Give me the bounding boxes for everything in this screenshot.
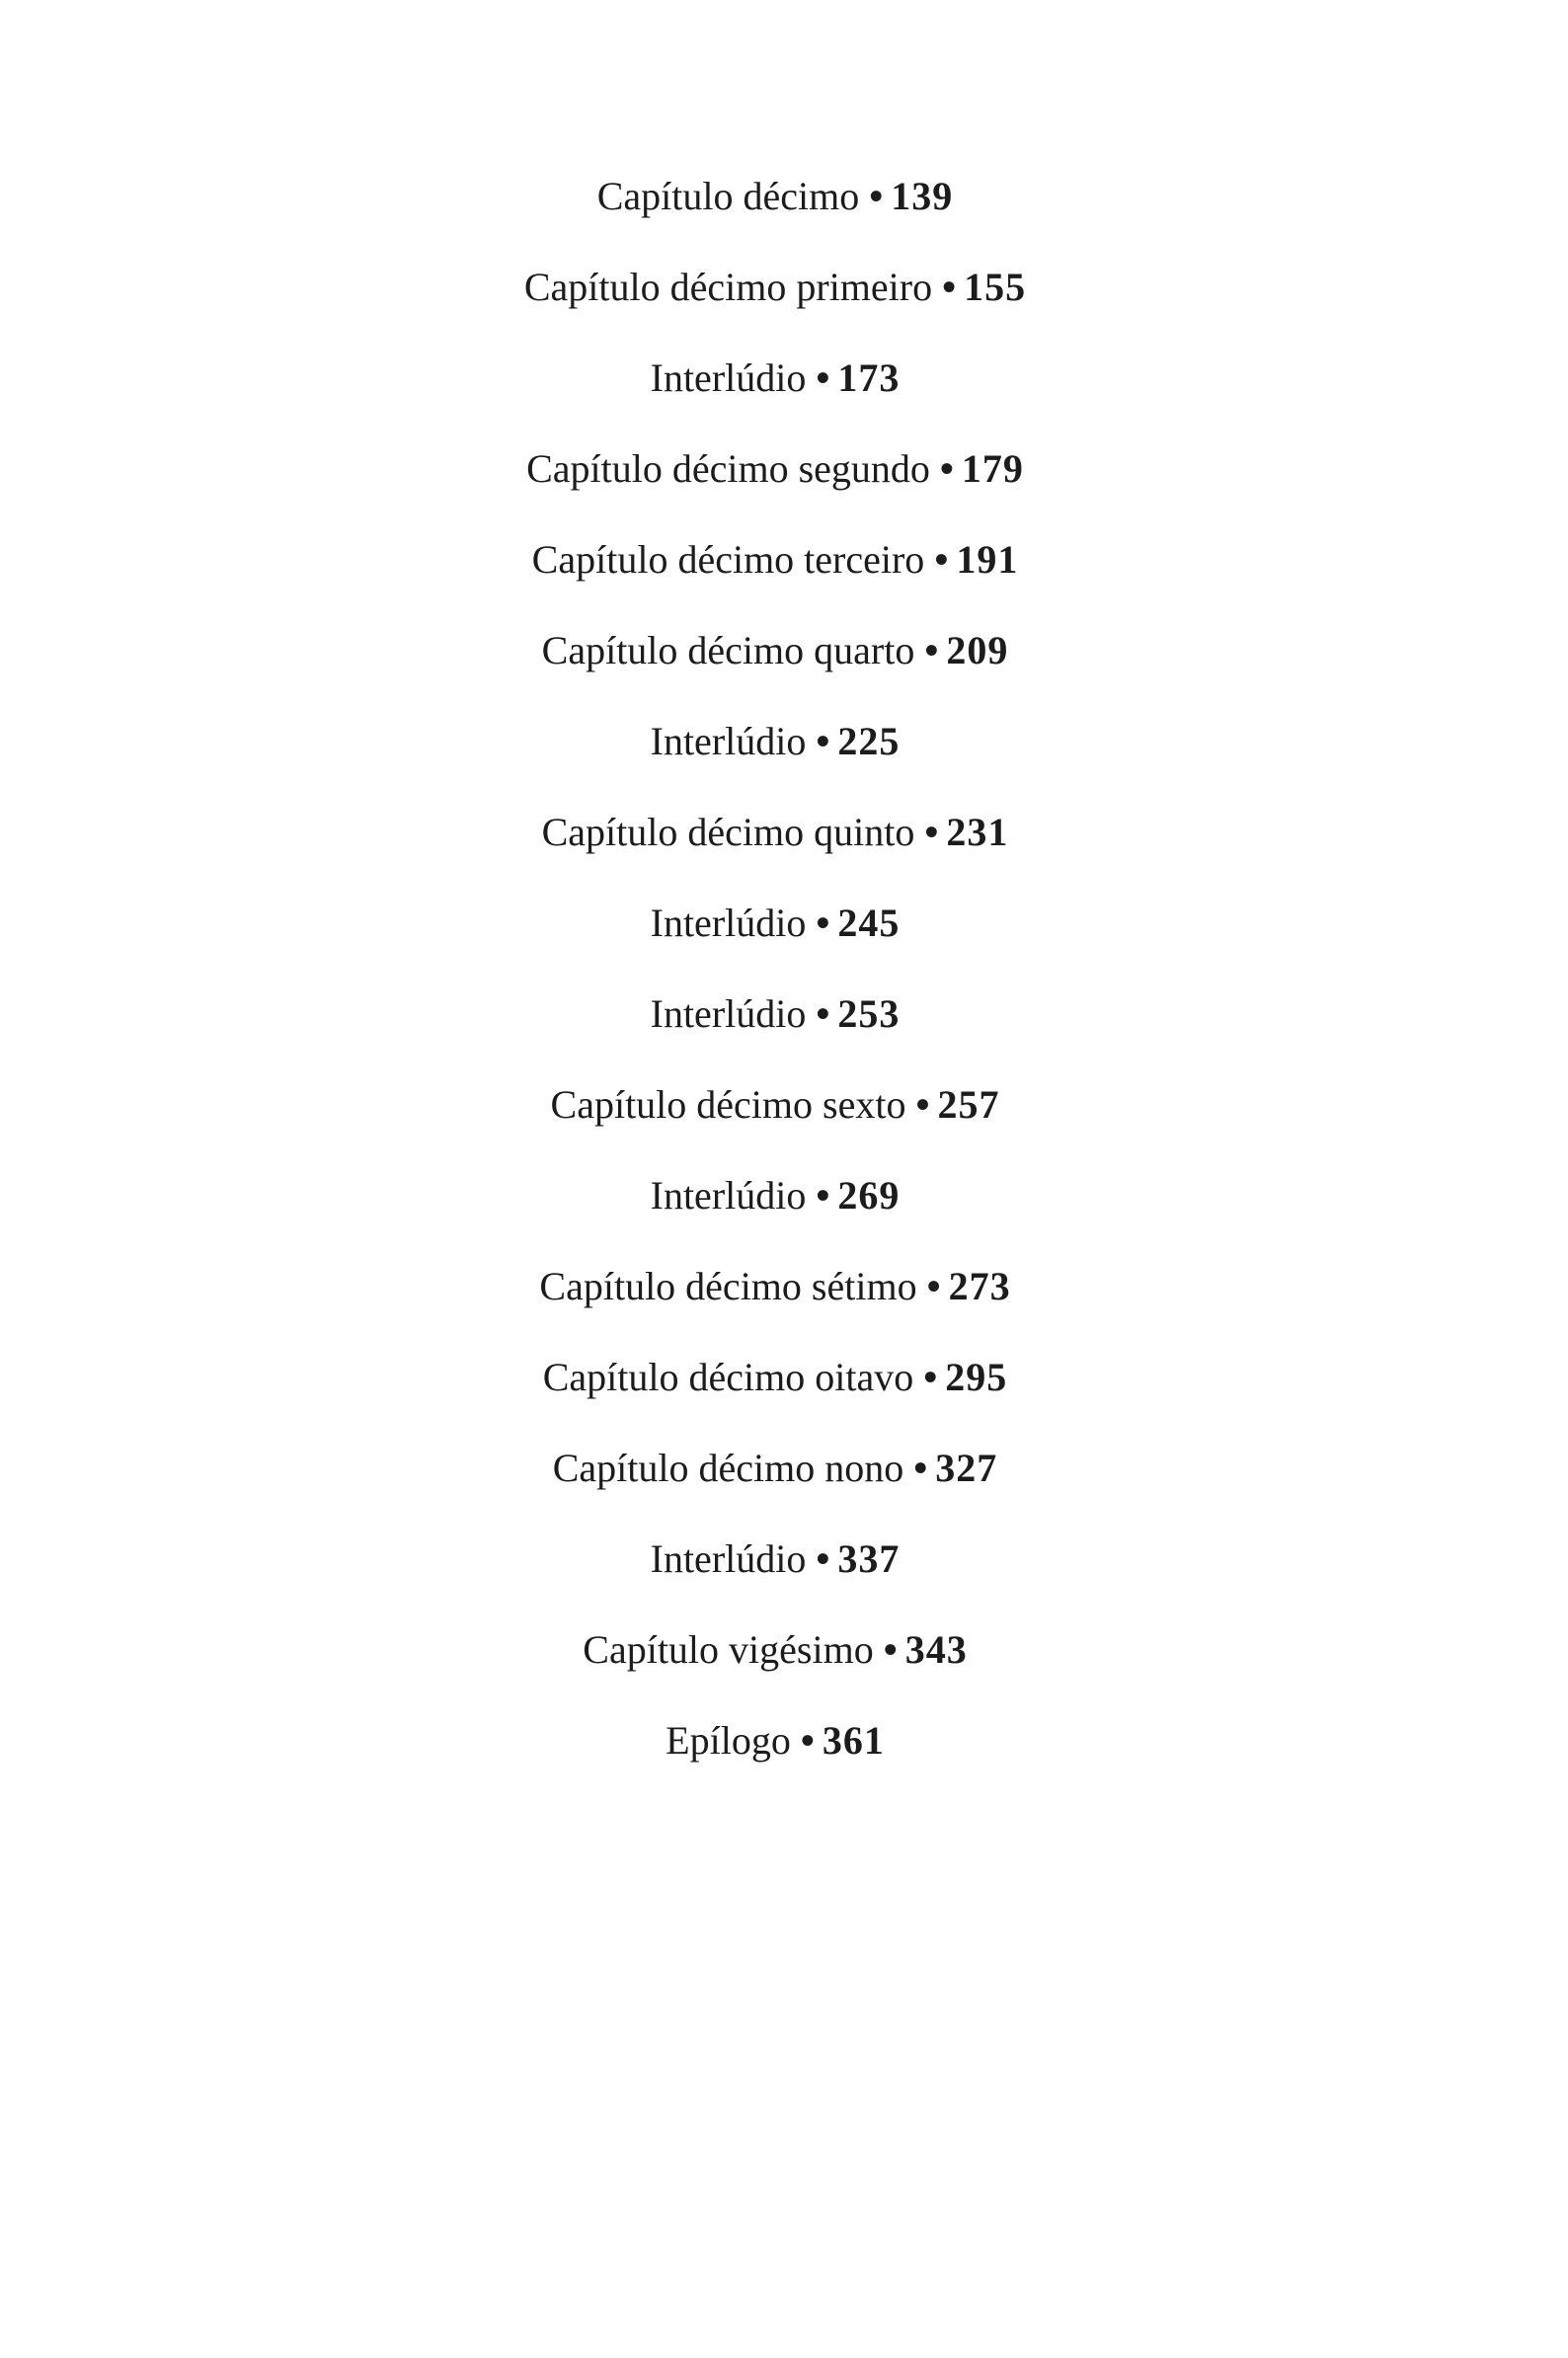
toc-entry[interactable] [0,446,1550,537]
toc-entry[interactable] [0,719,1550,810]
toc-entry-page: 155 [964,265,1027,309]
toc-entry-page: 327 [935,1446,998,1490]
toc-entry-page: 245 [837,901,901,945]
toc-entry-title: Capítulo décimo oitavo [542,1355,914,1399]
toc-entry-page: 191 [956,537,1019,582]
bullet-separator: • [883,1627,898,1672]
toc-entry-title: Capítulo décimo sexto [550,1082,906,1127]
bullet-separator: • [816,355,830,400]
toc-entry-title: Capítulo vigésimo [583,1627,874,1672]
toc-entry-title: Capítulo décimo quarto [541,628,915,672]
toc-entry[interactable] [0,537,1550,628]
toc-entry-page: 209 [946,628,1009,672]
bullet-separator: • [942,265,957,309]
toc-entry-title: Interlúdio [650,991,807,1036]
bullet-separator: • [934,537,949,582]
bullet-separator: • [800,1718,815,1763]
toc-entry[interactable] [0,174,1550,265]
toc-entry-page: 139 [891,174,954,218]
toc-entry[interactable] [0,810,1550,901]
table-of-contents [0,174,1550,1809]
toc-entry-page: 179 [961,446,1024,491]
toc-entry-page: 269 [837,1173,901,1218]
toc-entry[interactable] [0,1627,1550,1718]
toc-entry-title: Capítulo décimo quinto [541,810,915,854]
toc-entry[interactable] [0,1718,1550,1809]
bullet-separator: • [915,1082,930,1127]
toc-entry-page: 337 [837,1536,901,1581]
toc-entry[interactable] [0,355,1550,446]
toc-entry-title: Epílogo [666,1718,791,1763]
toc-entry-title: Capítulo décimo nono [552,1446,904,1490]
toc-entry-page: 253 [837,991,901,1036]
toc-entry-page: 343 [904,1627,968,1672]
toc-entry-page: 295 [945,1355,1008,1399]
toc-entry[interactable] [0,1446,1550,1536]
toc-entry[interactable] [0,265,1550,355]
toc-entry-title: Interlúdio [650,1173,807,1218]
bullet-separator: • [913,1446,928,1490]
toc-entry-title: Capítulo décimo sétimo [539,1264,917,1308]
toc-entry[interactable] [0,1082,1550,1173]
toc-entry-page: 361 [822,1718,885,1763]
bullet-separator: • [816,991,830,1036]
toc-entry-page: 273 [948,1264,1011,1308]
toc-entry-title: Capítulo décimo terceiro [531,537,925,582]
toc-entry[interactable] [0,991,1550,1082]
toc-entry-title: Capítulo décimo [596,174,860,218]
toc-entry-page: 173 [837,355,901,400]
toc-entry-page: 231 [946,810,1009,854]
toc-entry[interactable] [0,1173,1550,1264]
bullet-separator: • [816,1536,830,1581]
toc-entry-title: Interlúdio [650,719,807,763]
bullet-separator: • [924,810,939,854]
bullet-separator: • [816,719,830,763]
toc-entry-title: Interlúdio [650,355,807,400]
bullet-separator: • [816,901,830,945]
toc-entry-page: 257 [937,1082,1000,1127]
toc-entry[interactable] [0,1355,1550,1446]
bullet-separator: • [924,628,939,672]
toc-entry-title: Interlúdio [650,901,807,945]
toc-entry[interactable] [0,1536,1550,1627]
toc-entry-title: Capítulo décimo primeiro [523,265,933,309]
toc-entry[interactable] [0,628,1550,719]
bullet-separator: • [939,446,954,491]
toc-entry-page: 225 [837,719,901,763]
bullet-separator: • [869,174,884,218]
toc-entry[interactable] [0,1264,1550,1355]
bullet-separator: • [923,1355,938,1399]
bullet-separator: • [926,1264,941,1308]
toc-entry-title: Interlúdio [650,1536,807,1581]
bullet-separator: • [816,1173,830,1218]
toc-entry[interactable] [0,901,1550,991]
toc-entry-title: Capítulo décimo segundo [526,446,930,491]
